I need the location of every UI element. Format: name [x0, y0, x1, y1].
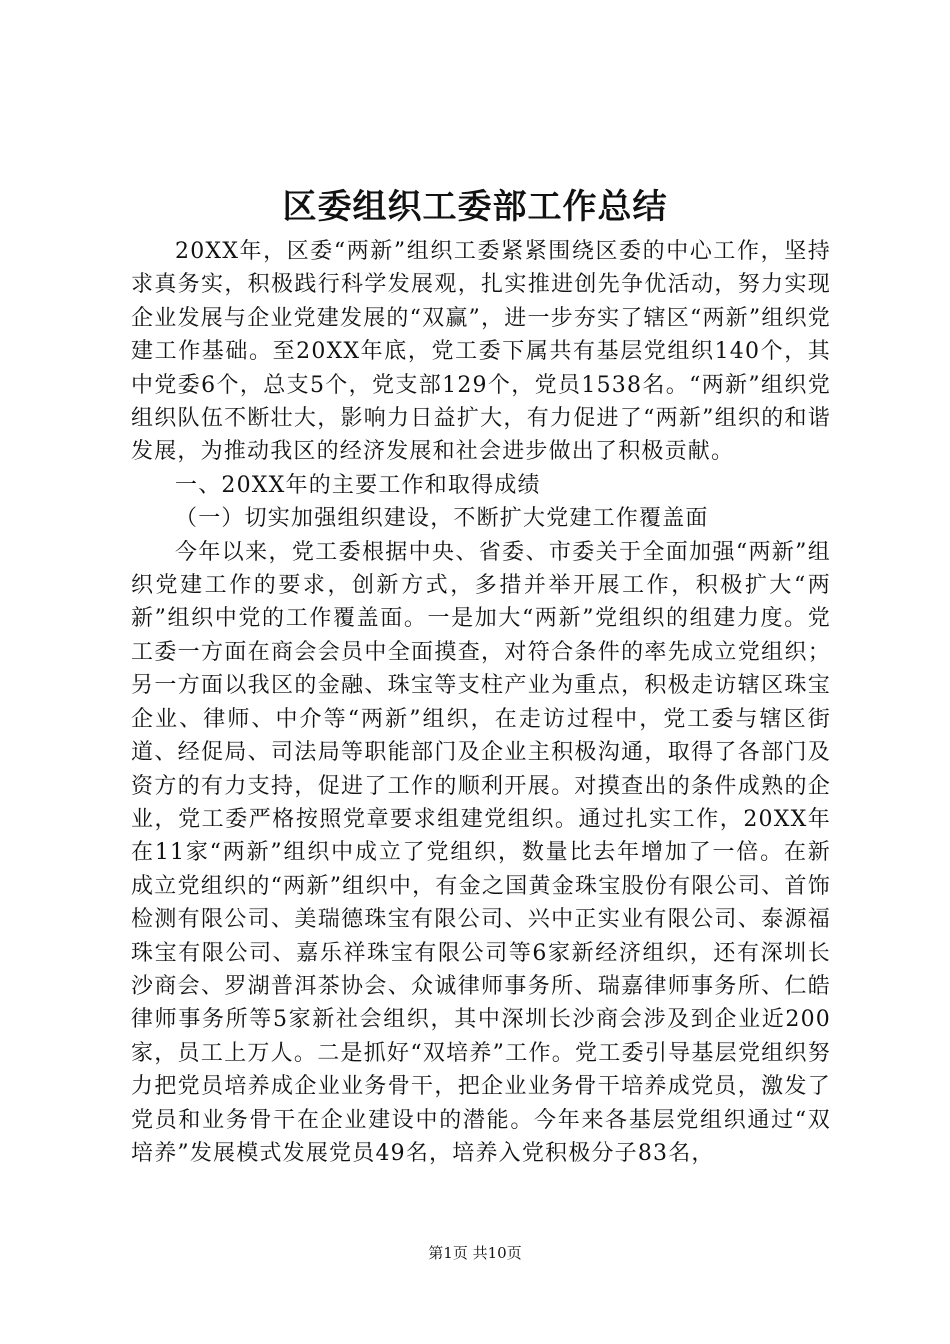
body-paragraph: 今年以来，党工委根据中央、省委、市委关于全面加强“两新”组织党建工作的要求，创新方式，多措并举开展工作，积极扩大“两新”组织中党的工作覆盖面。一是加大“两新”党组织的组建力度。党工委一方面在商会会员中全面摸查，对符合条件的率先成立党组织；另一方面以我区的金融、珠宝等支柱产业为重点，积极走访辖区珠宝企业、律师、中介等“两新”组织，在走访过程中，党工委与辖区街道、经促局、司法局等职能部门及企业主积极沟通，取得了各部门及资方的有力支持，促进了工作的顺利开展。对摸查出的条件成熟的企业，党工委严格按照党章要求组建党组织。通过扎实工作，20XX年在11家“两新”组织中成立了党组织，数量比去年增加了一倍。在新成立党组织的“两新”组织中，有金之国黄金珠宝股份有限公司、首饰检测有限公司、美瑞德珠宝有限公司、兴中正实业有限公司、泰源福珠宝有限公司、嘉乐祥珠宝有限公司等6家新经济组织，还有深圳长沙商会、罗湖普洱茶协会、众诚律师事务所、瑞嘉律师事务所、仁皓律师事务所等5家新社会组织，其中深圳长沙商会涉及到企业近200家，员工上万人。二是抓好“双培养”工作。党工委引导基层党组织努力把党员培养成企业业务骨干，把企业业务骨干培养成党员，激发了党员和业务骨干在企业建设中的潜能。今年来各基层党组织通过“双培养”发展模式发展党员49名，培养入党积极分子83名，	[131, 539, 831, 1166]
document-body	[131, 235, 831, 1170]
intro-paragraph: 20XX年，区委“两新”组织工委紧紧围绕区委的中心工作，坚持求真务实，积极践行科学发展观，扎实推进创先争优活动，努力实现企业发展与企业党建发展的“双赢”，进一步夯实了辖区“两新”组织党建工作基础。至20XX年底，党工委下属共有基层党组织140个，其中党委6个，总支5个，党支部129个，党员1538名。“两新”组织党组织队伍不断壮大，影响力日益扩大，有力促进了“两新”组织的和谐发展，为推动我区的经济发展和社会进步做出了积极贡献。	[131, 239, 831, 465]
section-heading: 一、20XX年的主要工作和取得成绩	[175, 472, 541, 498]
subsection-heading: （一）切实加强组织建设，不断扩大党建工作覆盖面	[175, 506, 709, 532]
page-footer: 第1页 共10页	[428, 1244, 522, 1262]
document-title: 区委组织工委部工作总结	[282, 187, 668, 227]
